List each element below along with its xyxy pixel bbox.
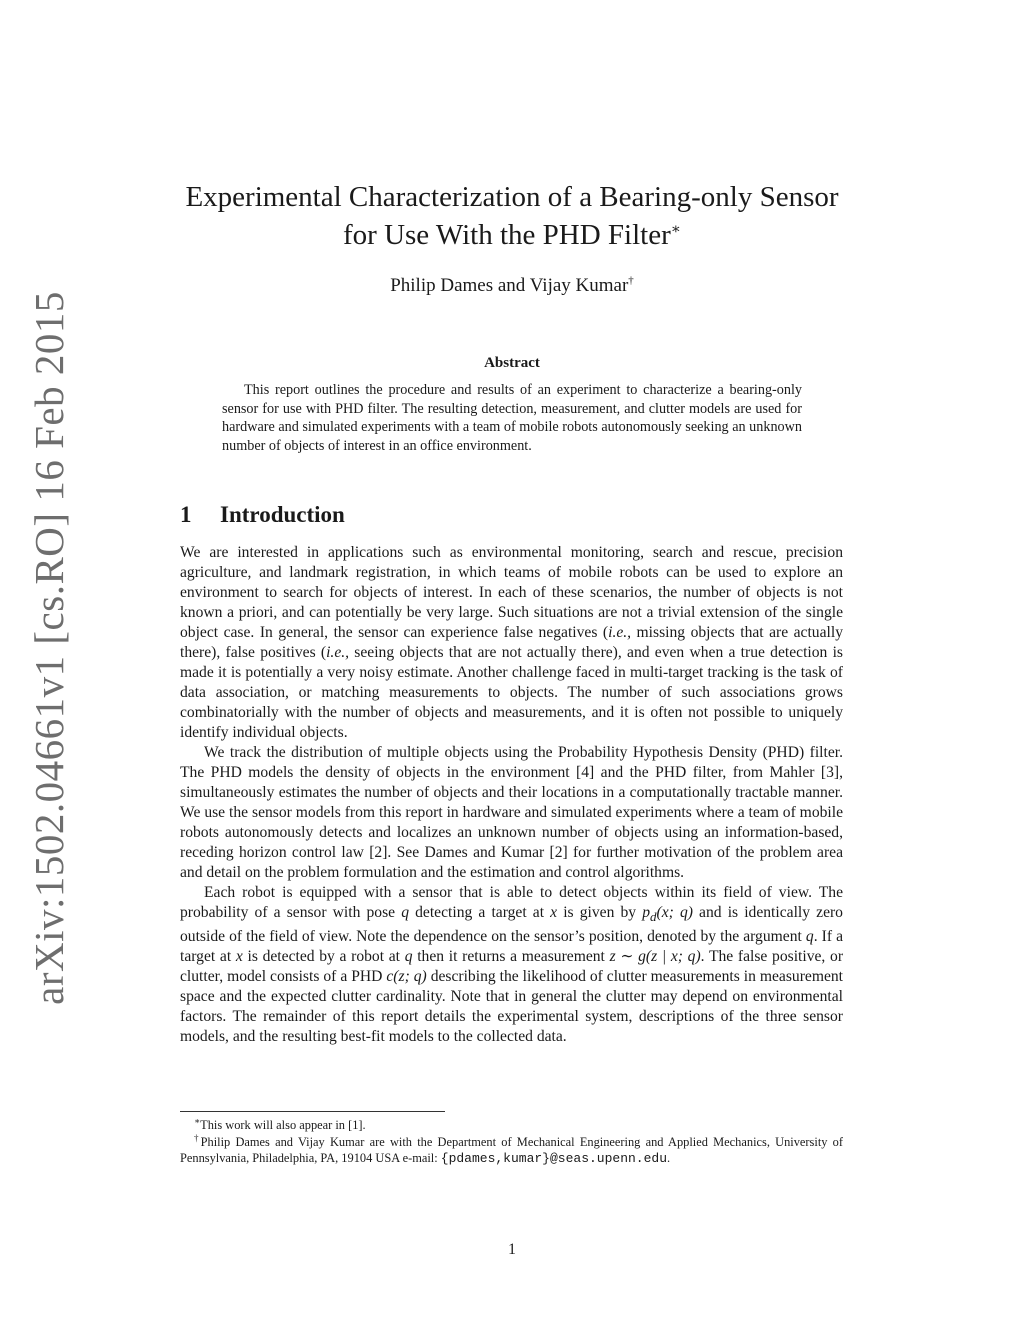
math-p: p xyxy=(642,904,651,921)
author-names: Philip Dames and Vijay Kumar xyxy=(390,275,629,296)
p3-text-f: is detected by a robot at xyxy=(242,948,405,966)
abstract-heading: Abstract xyxy=(484,355,540,371)
footnote-2-end: . xyxy=(667,1151,671,1165)
footnote-1-text: This work will also appear in [1]. xyxy=(200,1118,366,1132)
p1-ie-1: i.e., xyxy=(608,624,632,641)
section-heading-introduction xyxy=(180,502,345,528)
p3-text-g: then it returns a measurement xyxy=(412,948,610,966)
math-p-subscript: d xyxy=(650,909,657,925)
footnotes xyxy=(180,1117,843,1168)
p3-text-d: and is identically zero outside of the field of view. Note the dependence on the sensor’s position, denoted by the argument xyxy=(180,904,843,946)
p1-text-c: seeing objects that are not actually there), and even when a true detection is made it is potentially a very noisy estimate. Another challenge faced in multi-target tracking is the task of data association, or matching measurements to objects. The number of such associations grows combinatorially with the number of objects and measurements, and it is often not possible to uniquely identify individual objects. xyxy=(180,644,843,741)
paragraph-3 xyxy=(180,883,843,1047)
footnote-2-text: Philip Dames and Vijay Kumar are with the Department of Mechanical Engineering and Applied Mechanics, University of Pennsylvania, Philadelphia, PA, 19104 USA e-mail: xyxy=(180,1134,843,1165)
section-number: 1 xyxy=(180,502,192,527)
footnote-1 xyxy=(180,1117,843,1134)
paragraph-2: We track the distribution of multiple objects using the Probability Hypothesis Density (PHD) filter. The PHD models the density of objects in the environment [4] and the PHD filter, from Mahler [3], simultaneously estimates the number of objects and their locations in a computationally tractable manner. We use the sensor models from this report in hardware and simulated experiments where a team of mobile robots autonomously detects and localizes an unknown number of objects using an information-based, receding horizon control law [2]. See Dames and Kumar [2] for further motivation of the problem area and detail on the problem formulation and the estimation and control algorithms. xyxy=(180,744,843,881)
author-email: {pdames,kumar}@seas.upenn.edu xyxy=(440,1151,668,1166)
section-title: Introduction xyxy=(220,502,345,527)
footnote-2 xyxy=(180,1134,843,1168)
p3-text-e: . If a target at xyxy=(180,928,843,966)
p3-text-h: . The false positive, or clutter, model consists of a PHD xyxy=(180,948,844,986)
introduction-body xyxy=(180,543,843,1047)
p1-text-a: We are interested in applications such as environmental monitoring, search and rescue, precision agriculture, and landmark registration, in which teams of mobile robots can be used to explore an environment to search for objects of interest. In each of these scenarios, the number of objects is not known a priori, and can potentially be very large. Such situations are not a trivial extension of the single object case. In general, the sensor can experience false negatives ( xyxy=(180,544,843,641)
paragraph-1 xyxy=(180,543,843,743)
footnote-1-mark: ∗ xyxy=(194,1115,201,1126)
math-q: q xyxy=(404,948,413,966)
title-line-2: for Use With the PHD Filter xyxy=(343,219,671,251)
math-p-args: (x; q) xyxy=(656,904,693,921)
author-footnote-mark: † xyxy=(628,274,634,287)
title-footnote-mark: ∗ xyxy=(670,221,681,238)
p3-text-c: is given by xyxy=(557,904,643,921)
p3-text-b: detecting a target at xyxy=(409,904,551,921)
page-number: 1 xyxy=(508,1241,516,1258)
title-line-1: Experimental Characterization of a Bearing-only Sensor xyxy=(185,181,839,213)
math-x: x xyxy=(235,948,243,966)
p3-text-i: describing the likelihood of clutter measurements in measurement space and the expected clutter cardinality. Note that in general the clutter may depend on environmental factors. The remainder of this report details the experimental system, descriptions of the three sensor models, and the resulting best-fit models to the collected data. xyxy=(180,968,844,1046)
p1-text-b: missing objects that are actually there), false positives ( xyxy=(180,624,843,661)
arxiv-identifier-stamp: arXiv:1502.04661v1 [cs.RO] 16 Feb 2015 xyxy=(26,291,72,1005)
p1-ie-2: i.e., xyxy=(326,644,350,661)
math-clutter-phd: c(z; q) xyxy=(386,968,427,986)
math-measurement-model: z ∼ g(z | x; q) xyxy=(609,948,701,966)
abstract-text: This report outlines the procedure and results of an experiment to characterize a bearing-only sensor for use with PHD filter. The resulting detection, measurement, and clutter models are used for hardware and simulated experiments with a team of mobile robots autonomously seeking an unknown number of objects of interest in an office environment. xyxy=(222,382,802,454)
math-q: q xyxy=(805,928,814,946)
footnote-2-mark: † xyxy=(194,1132,201,1143)
author-list xyxy=(150,274,874,298)
paper-title xyxy=(150,178,874,254)
p3-text-a: Each robot is equipped with a sensor that is able to detect objects within its field of view. The probability of a sensor with pose xyxy=(180,884,843,921)
footnote-divider xyxy=(180,1111,445,1112)
math-x: x xyxy=(550,904,558,921)
math-q: q xyxy=(401,904,410,921)
